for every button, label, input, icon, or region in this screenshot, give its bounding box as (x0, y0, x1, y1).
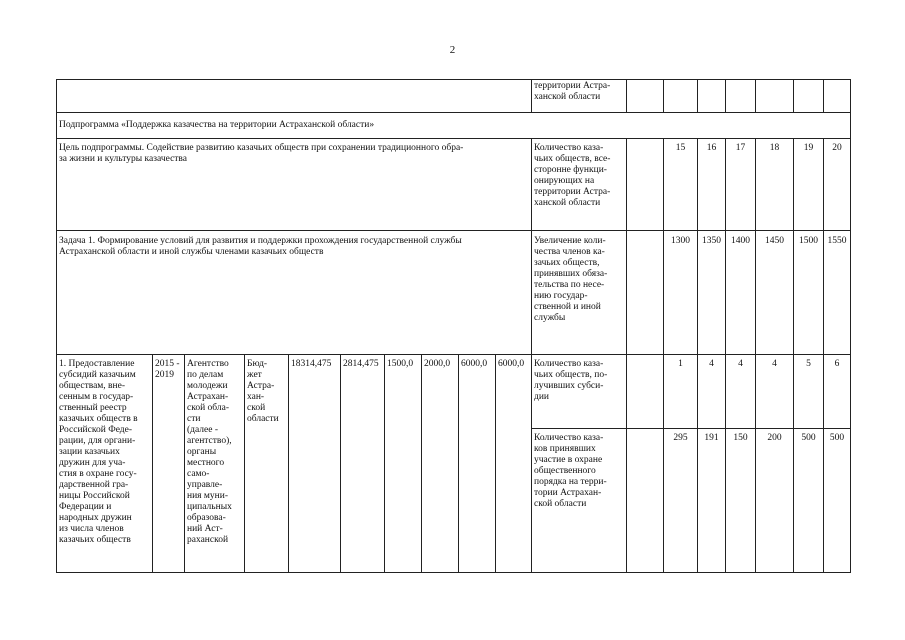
measure-indicator: Количество каза- ков принявших участие в охране общественного порядка на терри- тории Астрахан- ской области (532, 429, 627, 573)
indicator-value: 5 (794, 355, 824, 429)
indicator-value: 150 (726, 429, 756, 573)
task-value: 1350 (698, 231, 726, 355)
finance-value: 2814,475 (341, 355, 385, 573)
table-row (57, 355, 851, 429)
indicator-value: 200 (756, 429, 794, 573)
task-indicator: Увеличение коли- чества членов ка- зачьих обществ, принявших обяза- тельства по несе- нию государ- ственной и иной службы (532, 231, 627, 355)
indicator-value: 191 (698, 429, 726, 573)
finance-value: 6000,0 (496, 355, 532, 573)
indicator-value: 6 (824, 355, 851, 429)
goal-value: 19 (794, 139, 824, 231)
indicator-value: 4 (726, 355, 756, 429)
finance-value: 6000,0 (459, 355, 496, 573)
task-value: 1550 (824, 231, 851, 355)
goal-value: 18 (756, 139, 794, 231)
goal-value: 15 (664, 139, 698, 231)
finance-value: 2000,0 (422, 355, 459, 573)
goal-indicator: Количество каза- чьих обществ, все- сторонне функци- онирующих на территории Астра- ханской области (532, 139, 627, 231)
indicator-value: 1 (664, 355, 698, 429)
subprogram-title: Подпрограмма «Поддержка казачества на территории Астраханской области» (57, 113, 851, 139)
measure-indicator: Количество каза- чьих обществ, по- лучивших субси- дии (532, 355, 627, 429)
subprogram-table (56, 79, 851, 573)
page-number: 2 (449, 44, 456, 56)
task-value: 1500 (794, 231, 824, 355)
finance-value: 1500,0 (385, 355, 422, 573)
indicator-value: 500 (794, 429, 824, 573)
task-value: 1300 (664, 231, 698, 355)
task-value: 1450 (756, 231, 794, 355)
measure-name: 1. Предоставление субсидий казачьим обществам, вне- сенным в государ- ственный реестр казачьих обществ в Российской Феде- рации, для органи- зации казачьих дружин для уча- стия в охране госу- дарственной гра- ницы Российской Федерации и народных дружин из числа членов казачьих обществ (57, 355, 153, 573)
indicator-value: 500 (824, 429, 851, 573)
goal-value: 20 (824, 139, 851, 231)
table-row (57, 231, 851, 355)
indicator-value: 4 (698, 355, 726, 429)
goal-text: Цель подпрограммы. Содействие развитию казачьих обществ при сохранении традиционного обра- за жизни и культуры казачества (57, 139, 532, 231)
indicator-value: 295 (664, 429, 698, 573)
measure-period: 2015 - 2019 (153, 355, 185, 573)
table-row (57, 80, 851, 113)
indicator-cell: территории Астра- ханской области (532, 80, 627, 113)
goal-value: 17 (726, 139, 756, 231)
finance-total: 18314,475 (289, 355, 341, 573)
table-row (57, 139, 851, 231)
empty-cell (57, 80, 532, 113)
task-text: Задача 1. Формирование условий для развития и поддержки прохождения государственной службы Астраханской области и иной службы членами казачьих обществ (57, 231, 532, 355)
goal-value: 16 (698, 139, 726, 231)
table-row (57, 113, 851, 139)
measure-executor: Агентство по делам молодежи Астрахан- ской обла- сти (далее - агентство), органы местного само- управле- ния муни- ципальных образова- ний Аст- раханской (185, 355, 245, 573)
indicator-value: 4 (756, 355, 794, 429)
task-value: 1400 (726, 231, 756, 355)
measure-source: Бюд- жет Астра- хан- ской области (245, 355, 289, 573)
